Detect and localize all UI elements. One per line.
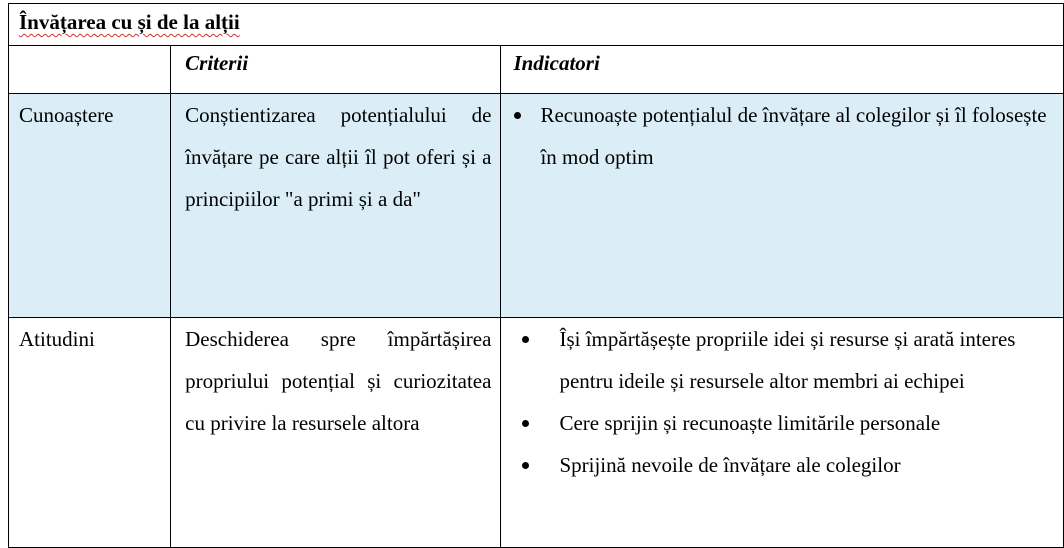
header-indicators: Indicatori [501, 46, 1064, 94]
indicator-list [501, 318, 1063, 486]
indicator-text: Cere sprijin și recunoaște limitările personale [559, 411, 941, 435]
row-indicators [501, 94, 1064, 318]
row-label: Cunoaștere [9, 94, 171, 318]
indicator-list [501, 94, 1063, 178]
bullet-icon [522, 462, 529, 469]
title-row [9, 4, 1064, 46]
bullet-icon [514, 112, 521, 119]
bullet-icon [522, 420, 529, 427]
indicator-item [501, 318, 1063, 402]
indicator-text: Își împărtășește propriile idei și resurse și arată interes pentru ideile și resursele altor membri ai echipei [559, 327, 1016, 393]
header-criteria: Criterii [171, 46, 501, 94]
table-row-attitudes [9, 318, 1064, 548]
indicator-text: Sprijină nevoile de învățare ale colegilor [559, 453, 901, 477]
row-label: Atitudini [9, 318, 171, 548]
bullet-icon [522, 336, 529, 343]
header-row [9, 46, 1064, 94]
row-criteria: Deschiderea spre împărtășirea propriului potențial și curiozitatea cu privire la resursele altora [171, 318, 501, 548]
indicator-text: Recunoaște potențialul de învățare al colegilor și îl folosește în mod optim [540, 103, 1047, 169]
row-criteria: Conștientizarea potențialului de învățare pe care alții îl pot oferi și a principiilor "a primi și a da" [171, 94, 501, 318]
learning-criteria-table [8, 3, 1064, 548]
row-indicators [501, 318, 1064, 548]
table-title-cell [9, 4, 1064, 46]
table-row-knowledge [9, 94, 1064, 318]
indicator-item [501, 94, 1063, 178]
header-empty-cell [9, 46, 171, 94]
table-title: Învățarea cu și de la alții [19, 10, 240, 34]
indicator-item [501, 444, 1063, 486]
indicator-item [501, 402, 1063, 444]
